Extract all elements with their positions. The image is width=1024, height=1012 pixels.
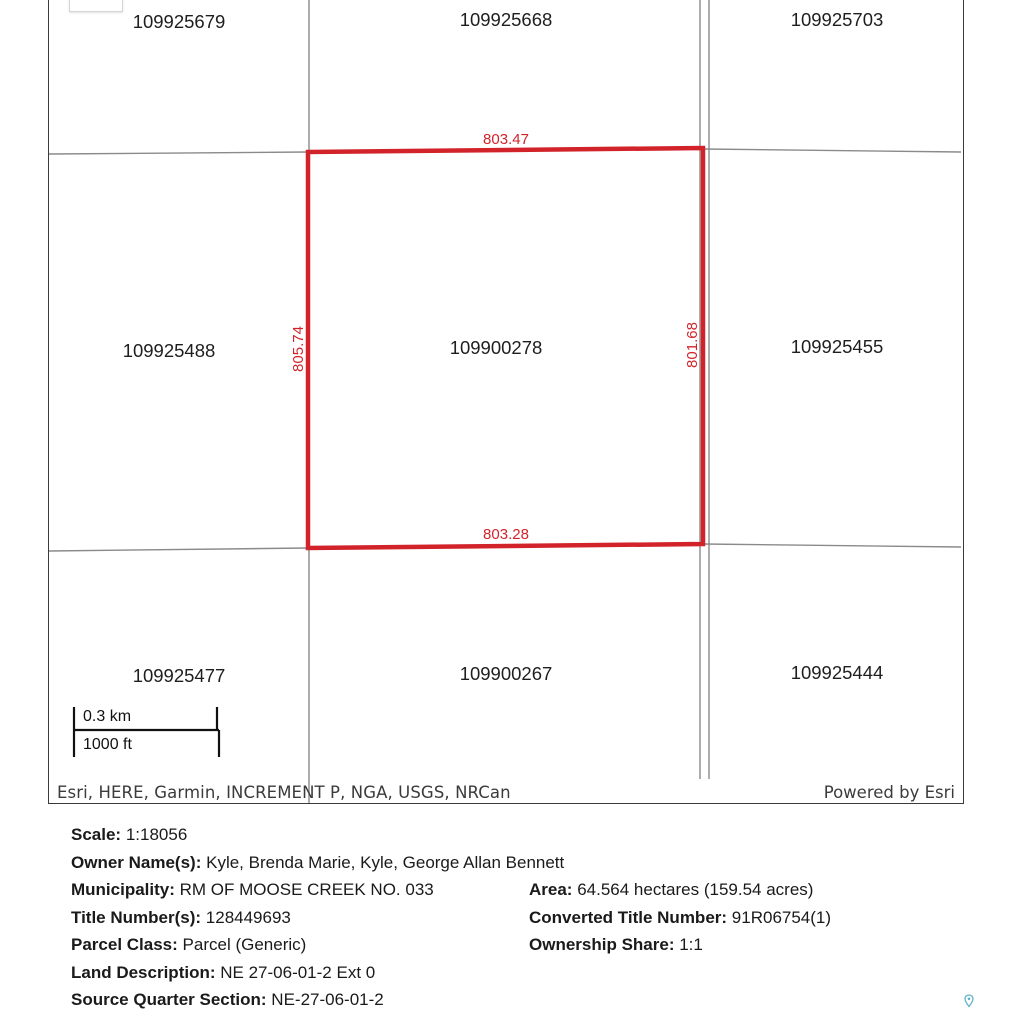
- dimension-top: 803.47: [483, 131, 529, 148]
- detail-value: Kyle, Brenda Marie, Kyle, George Allan Bennett: [206, 853, 565, 872]
- grid-line: [703, 149, 961, 152]
- grid-line: [703, 544, 961, 547]
- detail-value: RM OF MOOSE CREEK NO. 033: [179, 880, 434, 899]
- grid-line: [49, 152, 308, 154]
- detail-label: Converted Title Number:: [529, 908, 728, 927]
- parcel-label[interactable]: 109925679: [132, 11, 226, 32]
- parcel-label[interactable]: 109925444: [790, 662, 884, 683]
- detail-source-quarter: [71, 990, 384, 1010]
- detail-municipality: [71, 880, 434, 900]
- detail-converted-title: [529, 908, 831, 928]
- detail-value: Parcel (Generic): [182, 935, 307, 954]
- powered-by-esri[interactable]: Powered by Esri: [823, 783, 955, 802]
- parcel-label[interactable]: 109925477: [132, 665, 226, 686]
- detail-value: NE 27-06-01-2 Ext 0: [220, 963, 376, 982]
- detail-value: 128449693: [205, 908, 291, 927]
- parcel-label[interactable]: 109925668: [459, 9, 553, 30]
- detail-value: 1:1: [679, 935, 703, 954]
- detail-scale: [71, 825, 187, 845]
- parcel-label[interactable]: 109900267: [459, 663, 553, 684]
- detail-label: Municipality:: [71, 880, 175, 899]
- detail-land-description: [71, 963, 375, 983]
- detail-label: Owner Name(s):: [71, 853, 202, 872]
- parcel-map: [49, 0, 964, 804]
- detail-label: Source Quarter Section:: [71, 990, 267, 1009]
- detail-value: 91R06754(1): [731, 908, 832, 927]
- detail-owner: [71, 853, 564, 873]
- detail-label: Parcel Class:: [71, 935, 178, 954]
- detail-label: Area:: [529, 880, 573, 899]
- detail-ownership-share: [529, 935, 703, 955]
- detail-label: Ownership Share:: [529, 935, 675, 954]
- detail-value: 1:18056: [125, 825, 188, 844]
- dimension-right: 801.68: [684, 322, 701, 368]
- dimension-bottom: 803.28: [483, 526, 529, 543]
- detail-area: [529, 880, 813, 900]
- map-attribution[interactable]: Esri, HERE, Garmin, INCREMENT P, NGA, USGS, NRCan: [57, 783, 511, 802]
- parcel-label[interactable]: 109925488: [122, 340, 216, 361]
- location-pin-icon[interactable]: [964, 994, 974, 1008]
- detail-label: Land Description:: [71, 963, 216, 982]
- detail-label: Scale:: [71, 825, 122, 844]
- scale-bar-metric: 0.3 km: [83, 708, 132, 725]
- parcel-label-selected[interactable]: 109900278: [449, 337, 543, 358]
- detail-value: 64.564 hectares (159.54 acres): [577, 880, 814, 899]
- grid-line: [49, 548, 308, 551]
- dimension-left: 805.74: [290, 326, 307, 372]
- detail-label: Title Number(s):: [71, 908, 202, 927]
- parcel-label[interactable]: 109925455: [790, 336, 884, 357]
- detail-parcel-class: [71, 935, 306, 955]
- detail-value: NE-27-06-01-2: [271, 990, 384, 1009]
- map-view[interactable]: [48, 0, 964, 804]
- parcel-label[interactable]: 109925703: [790, 9, 884, 30]
- scale-bar-imperial: 1000 ft: [83, 736, 132, 753]
- detail-title-number: [71, 908, 291, 928]
